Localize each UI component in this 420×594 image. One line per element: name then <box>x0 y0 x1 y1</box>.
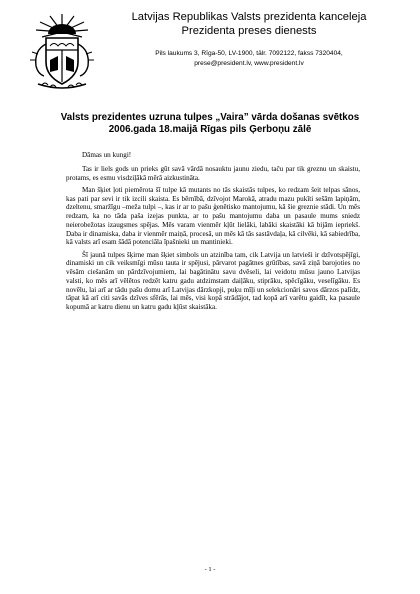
contact-info: prese@president.lv, www.president.lv <box>194 60 304 67</box>
page-number: - 1 - <box>204 566 216 573</box>
latvia-coat-of-arms-logo <box>28 10 96 92</box>
paragraph: Man šķiet ļoti piemērota šī tulpe kā mutants no tās skaistās tulpes, ko redzam šeit telpas sānos, kas pati par sevi ir tik izcili skaista. Es bērnībā, dzīvojot Marokā, atradu mazu pukīti sešām lapiņām, dzeltenu, smaržīgu –meža tulpi –, kas ir ar to pašu ģenētisko mantojumu, kā šie greznie stādi. Un mēs redzam, ka no tāda paša izejas punkta, ar to pašu mantojumu daba un pasaule mums sniedz neierobežotas izaugsmes spējas. Mēs varam vienmēr kļūt lielāki, labāki skaistāki kā bijām iepriekš. Daba ir dinamiska, daba ir vienmēr maiņā, procesā, un mēs kā tās sastāvdaļa, kā cilvēki, kā sabiedrība, kā valsts arī esam šādā potenciāla īpašnieki un mantinieki. <box>66 185 360 247</box>
organization-name: Latvijas Republikas Valsts prezidenta kanceleja <box>131 11 367 23</box>
document-title <box>20 112 400 136</box>
salutation: Dāmas un kungi! <box>82 151 132 159</box>
organization-header <box>114 10 384 69</box>
postal-address: Pils laukums 3, Rīga-50, LV-1900, tālr. 7092122, fakss 7320404, <box>155 50 343 57</box>
department-name: Prezidenta preses dienests <box>181 25 317 37</box>
paragraph: Šī jaunā tulpes šķirne man šķiet simbols un atzinība tam, cik Latvija un latvieši ir dzīvotspējīgi, dinamiski un cik veiksmīgi mūsu tauta ir spējusi, pārvarot pagātnes grūtības, savā ziņā barojoties no vēsām ciešanām un pārdzīvojumiem, lai bagātinātu savu dvēseli, lai veidotu mūsu jauno Latvijas valsti, ko mēs arī vēlētos redzēt katru gadu atdzimstam daiļāku, stiprāku, spēcīgāku, veselīgāku. Es novēlu, lai arī ar tādu pašu domu arī Latvijas dārzkopji, puķu mīļi un selekcionāri savos dārzos palīdz, tāpat kā arī citi savās dzīves sfērās, lai mēs, visi kopā strādājot, tad kopā arī varētu gaidīt, ka pasaule kopumā ar katru dienu un katru gadu kļūst skaistāka. <box>66 250 360 311</box>
speech-body <box>66 151 360 315</box>
title-line-2: 2006.gada 18.maijā Rīgas pils Ģerboņu zālē <box>108 124 312 135</box>
title-line-1: Valsts prezidentes uzruna tulpes „Vaira” vārda došanas svētkos <box>60 112 360 123</box>
paragraph: Tas ir liels gods un prieks gūt savā vārdā nosauktu jaunu ziedu, taču par tik greznu un skaistu, protams, es esmu visdziļākā mērā aizkustināta. <box>66 164 360 182</box>
